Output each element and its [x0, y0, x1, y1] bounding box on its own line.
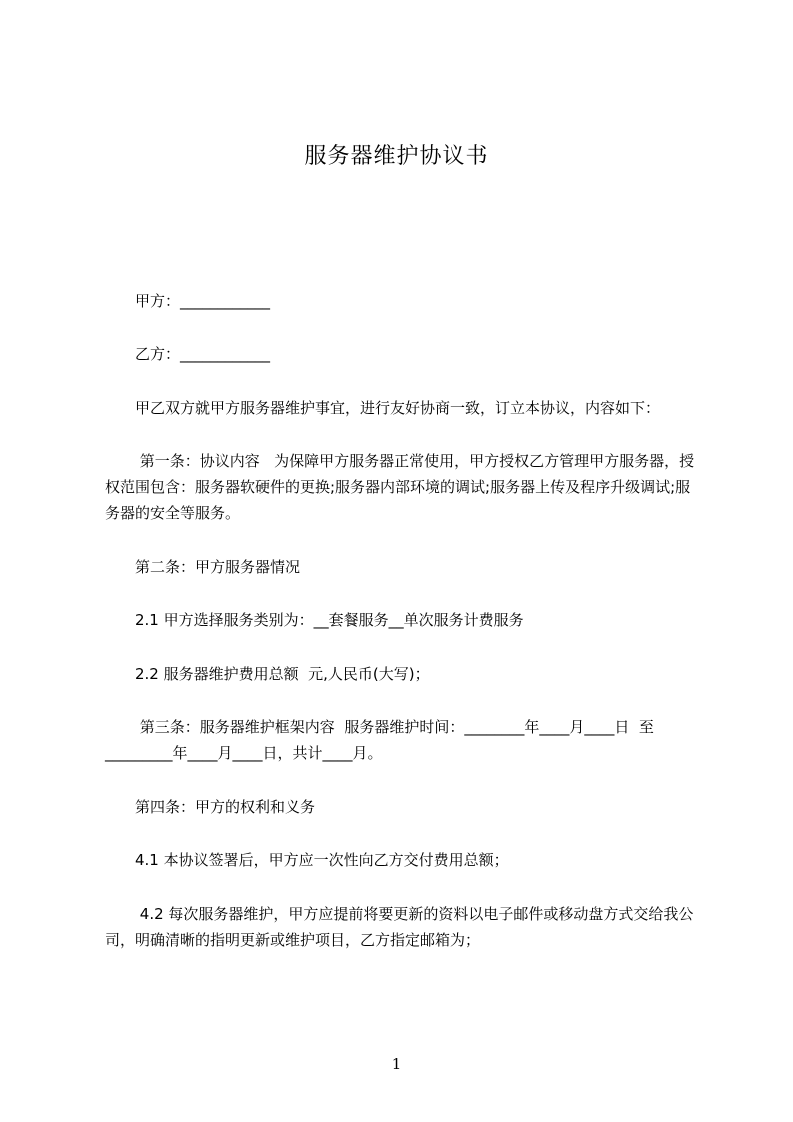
party-b-line: 乙方：____________ [135, 345, 271, 363]
intro-paragraph: 甲乙双方就甲方服务器维护事宜，进行友好协商一致，订立本协议，内容如下： [135, 399, 661, 417]
clause-4-1: 4.1 本协议签署后，甲方应一次性向乙方交付费用总额； [135, 851, 509, 869]
page-number: 1 [391, 1055, 402, 1073]
article-two-heading: 第二条：甲方服务器情况 [135, 558, 301, 576]
clause-4-2: 4.2 每次服务器维护，甲方应提前将要更新的资料以电子邮件或移动盘方式交给我公司，明确清晰的指明更新或维护项目，乙方指定邮箱为； [105, 905, 694, 949]
clause-2-1: 2.1 甲方选择服务类别为：__套餐服务__单次服务计费服务 [135, 611, 524, 629]
party-a-line: 甲方：____________ [135, 292, 271, 310]
article-four-heading: 第四条：甲方的权利和义务 [135, 798, 316, 816]
clause-2-2: 2.2 服务器维护费用总额 元,人民币(大写)； [135, 665, 430, 683]
article-three-paragraph: 第三条：服务器维护框架内容 服务器维护时间：________年____月____日 至 _________年____月____日，共计____月。 [105, 718, 664, 762]
document-title: 服务器维护协议书 [304, 144, 489, 169]
article-one-paragraph: 第一条：协议内容 为保障甲方服务器正常使用，甲方授权乙方管理甲方服务器，授权范围包含：服务器软硬件的更换;服务器内部环境的调试;服务器上传及程序升级调试;服务器的安全等服务。 [105, 452, 695, 522]
